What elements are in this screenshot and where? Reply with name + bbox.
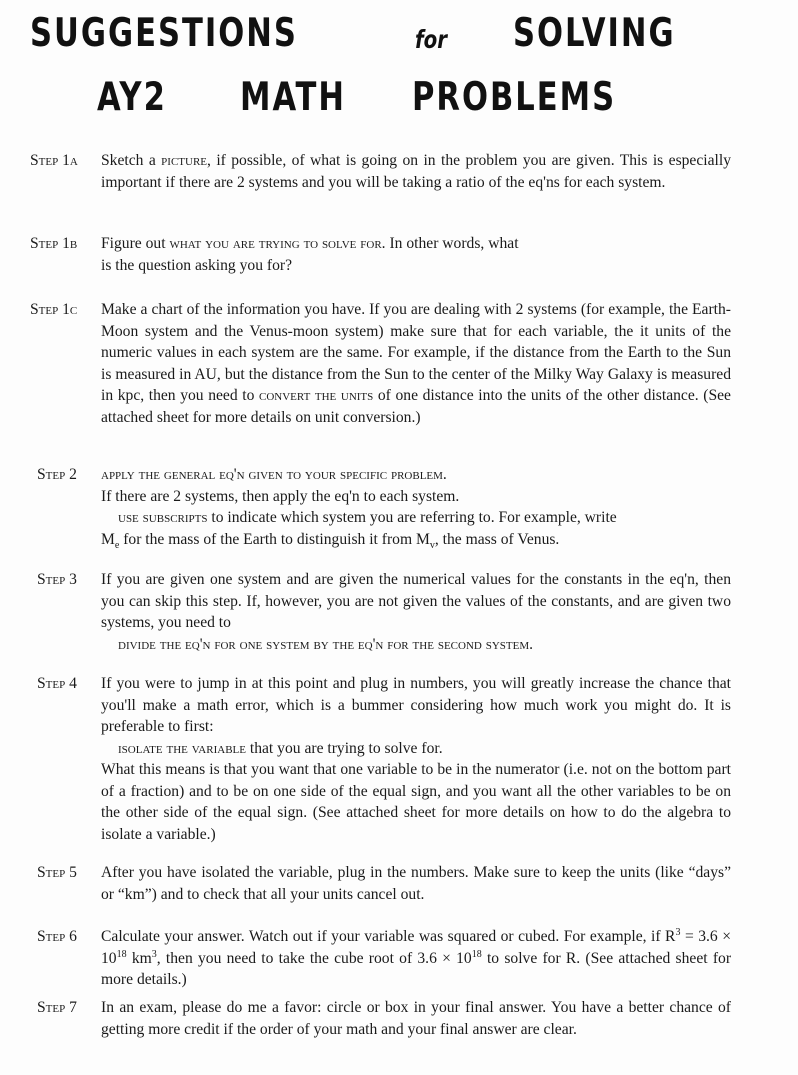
text: Figure out [101,235,170,252]
step-label: Step 1c [30,301,78,318]
title-word-ay2: AY2 [97,74,167,121]
text: . In other words, what is the question asking you for? [101,235,519,274]
text: to solve for R. (See attached sheet for more details.) [101,949,732,988]
step-instruction: divide the eq'n for one system by the eq'n for the second system. [118,635,534,653]
step-paragraph: What this means is that you want that one variable to be in the numerator (i.e. not on the bottom part of a fraction) and to be on one side of the equal sign, and you want all the other variables to be on the other side of the equal sign. (See attached sheet for more details on how to do the algebra to isolate a variable.) [101,761,731,843]
step-label: Step 3 [37,571,77,588]
text: Make a chart of the information you have. If you are dealing with 2 systems (for example, the Earth-Moon system and the Venus-moon system) make sure that for each variable, the it units of the numeric values in each system are the same. For example, if the distance from the Earth to the Sun is measured in AU, but the distance from the Sun to the center of the Milky Way Galaxy is measured in kpc, then you need to [101,301,731,404]
emphasis-text: convert the units [259,387,374,404]
superscript: 18 [116,948,127,960]
handwritten-title-line-1 [0,8,798,58]
emphasis-text: use subscripts [118,509,208,526]
title-word-suggestions: SUGGESTIONS [30,10,298,57]
step-body [101,569,731,655]
step-label: Step 6 [37,928,77,945]
step-label: Step 4 [37,675,77,692]
title-word-solving: SOLVING [513,10,676,57]
symbol: M [101,530,115,548]
step-body [101,464,731,550]
text: to indicate which system you are referring to. For example, write [207,509,617,526]
title-word-problems: PROBLEMS [412,74,617,121]
step-body [101,299,731,428]
text: = 3.6 × 10 [101,928,731,967]
text: , the mass of Venus. [434,530,560,548]
step-label: Step 5 [37,864,77,881]
text: km [126,949,152,967]
step-label: Step 2 [37,466,77,483]
step-paragraph [101,529,731,551]
step-body [101,926,731,991]
title-word-math: MATH [240,74,346,121]
emphasis-text: isolate the variable [118,739,246,757]
text: for the mass of the Earth to distinguish it from [119,530,416,548]
handwritten-title-line-2 [0,72,798,128]
step-paragraph [101,926,731,991]
superscript: 3 [675,926,681,938]
step-body [101,233,731,276]
step-heading: apply the general eq'n given to your specific problem. [101,466,447,483]
subscript: v [429,539,435,551]
step-paragraph [101,299,731,428]
superscript: 3 [151,948,157,960]
step-body [101,673,731,845]
subscript: e [114,539,120,551]
step-paragraph: If there are 2 systems, then apply the eq'n to each system. [101,487,460,505]
text: Calculate your answer. Watch out if your variable was squared or cubed. For example, if R [101,928,676,945]
step-label: Step 7 [37,999,77,1016]
step-body [101,862,731,905]
step-paragraph: In an exam, please do me a favor: circle or box in your final answer. You have a better chance of getting more credit if the order of your math and your final answer are clear. [101,999,731,1038]
step-paragraph [101,233,521,276]
text: , then you need to take the cube root of 3.6 × 10 [156,949,472,967]
step-paragraph [101,150,731,193]
step-paragraph: If you are given one system and are given the numerical values for the constants in the eq'n, then you can skip this step. If, however, you are not given the values of the constants, and are given two systems, you need to [101,571,731,631]
text: that you are trying to solve for. [245,739,443,757]
step-paragraph [101,507,731,529]
text: Sketch a [101,152,162,169]
step-body [101,997,731,1040]
step-instruction [101,738,731,760]
text: of one distance into the units of the other distance. (See attached sheet for more details on unit conversion.) [101,387,731,426]
text: , if possible, of what is going on in the problem you are given. This is especially important if there are 2 systems and you will be taking a ratio of the eq'ns for each system. [101,152,731,191]
step-label: Step 1a [30,152,78,169]
symbol: M [416,530,430,548]
step-paragraph: If you were to jump in at this point and plug in numbers, you will greatly increase the chance that you'll make a math error, which is a bummer considering how much work you might do. It is preferable to first: [101,675,731,735]
step-paragraph: After you have isolated the variable, plug in the numbers. Make sure to keep the units (like “days” or “km”) and to check that all your units cancel out. [101,864,731,903]
emphasis-text: what you are trying to solve for [169,235,382,252]
emphasis-text: picture [161,152,208,169]
superscript: 18 [471,948,482,960]
step-label: Step 1b [30,235,78,252]
title-word-for: for [415,26,447,56]
step-body [101,150,731,193]
